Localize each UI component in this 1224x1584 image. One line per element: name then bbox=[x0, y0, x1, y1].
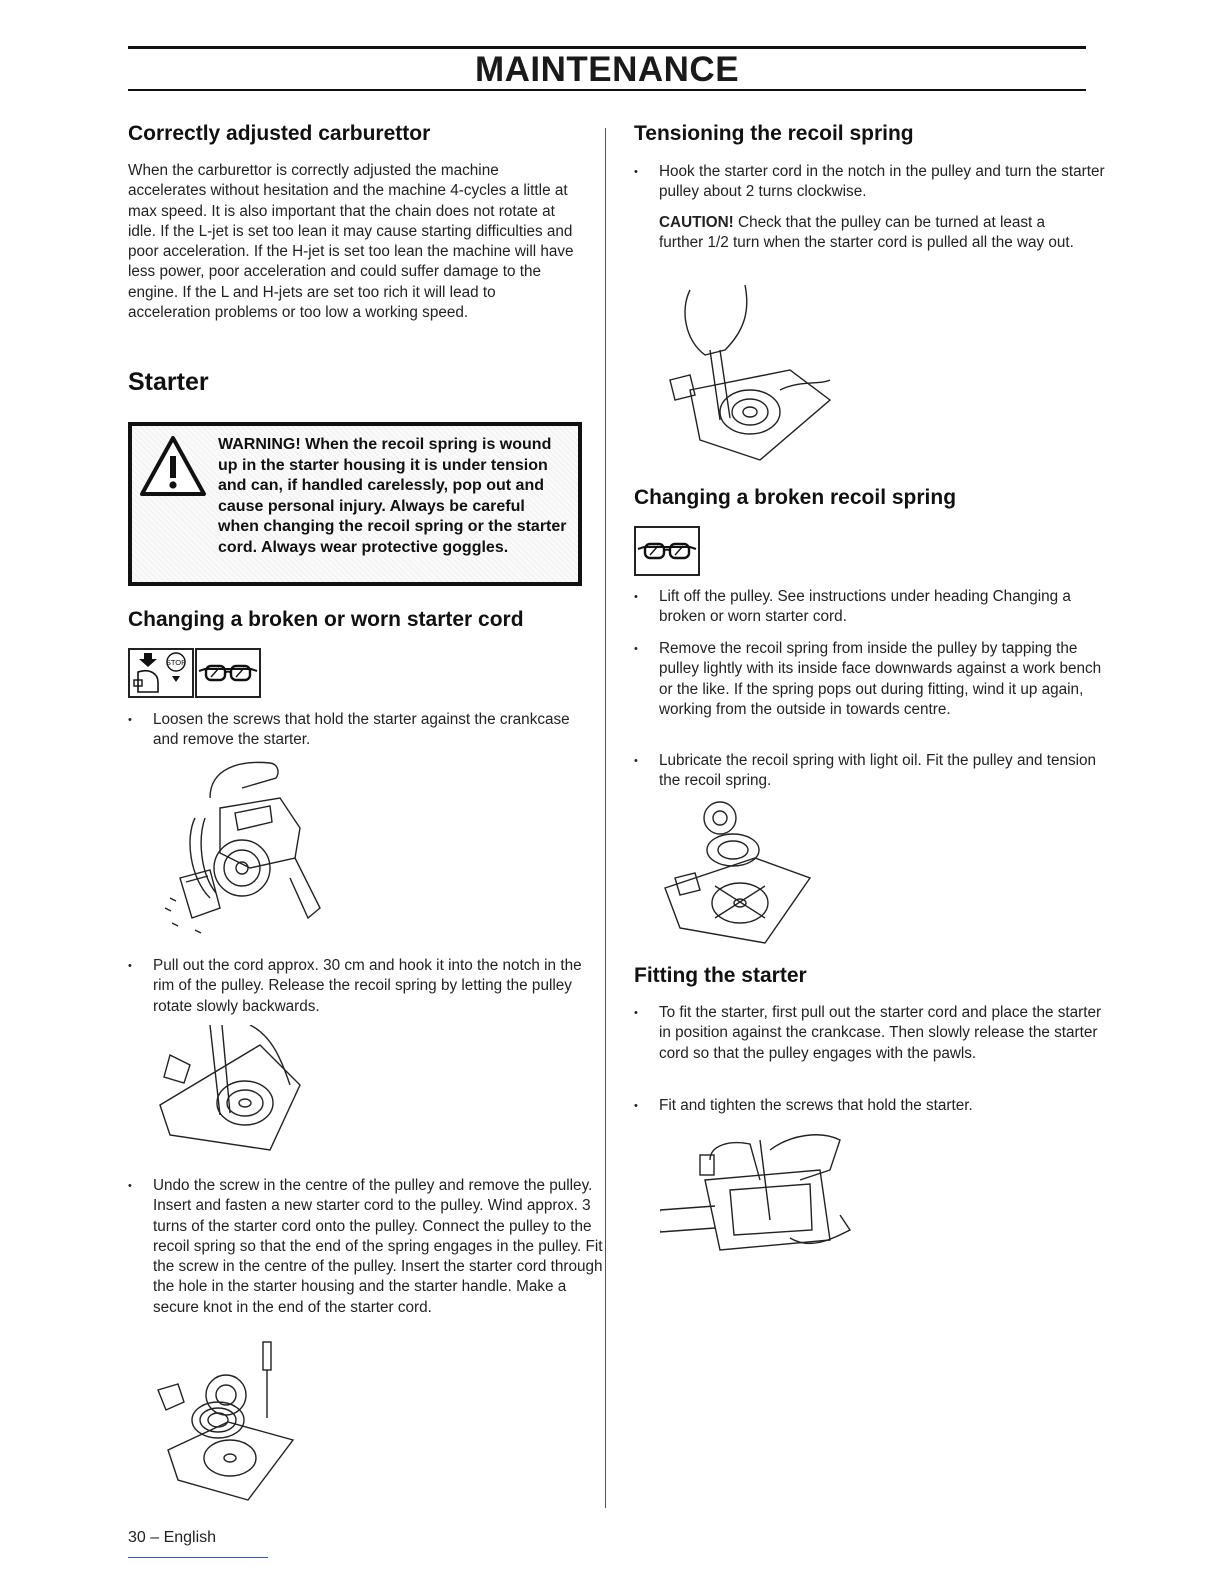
fitting-step-1: • To fit the starter, first pull out the starter cord and place the starter in position against the crankcase. Then slowly release the starter cord so that the pulley engages with the pawls. bbox=[634, 1003, 1111, 1064]
spring-step-1: • Lift off the pulley. See instructions under heading Changing a broken or worn starter cord. bbox=[634, 587, 1079, 628]
footer-underline bbox=[128, 1557, 268, 1558]
caution-note bbox=[659, 213, 1085, 254]
tensioning-heading: Tensioning the recoil spring bbox=[634, 122, 914, 145]
warning-triangle-icon bbox=[138, 434, 208, 498]
page-footer: 30 – English bbox=[128, 1529, 217, 1546]
stop-label: STOP bbox=[165, 658, 187, 667]
column-divider bbox=[605, 128, 606, 1508]
pulley-release-illustration bbox=[150, 1025, 310, 1155]
header-bottom-rule bbox=[128, 89, 1086, 91]
cord-step-3: • Undo the screw in the centre of the pulley and remove the pulley. Insert and fasten a new starter cord to the pulley. Wind approx. 3 turns of the starter cord onto the pulley. Connect the pulley to the recoil spring so that the end of the spring engages in the pulley. Fit the screw in the centre of the pulley. Insert the starter cord through the hole in the starter housing and the starter handle. Make a secure knot in the end of the starter cord. bbox=[128, 1176, 605, 1318]
fitting-heading: Fitting the starter bbox=[634, 964, 807, 987]
carburettor-heading: Correctly adjusted carburettor bbox=[128, 122, 431, 145]
starter-cord-heading: Changing a broken or worn starter cord bbox=[128, 608, 524, 631]
goggles-icon bbox=[634, 526, 700, 576]
goggles-icon bbox=[195, 648, 261, 698]
spring-step-2: • Remove the recoil spring from inside the pulley by tapping the pulley lightly with its inside face downwards against a work bench or the like. If the spring pops out during fitting, wind it up again, working from the outside in towards centre. bbox=[634, 639, 1111, 720]
header-top-rule bbox=[128, 46, 1086, 49]
warning-box bbox=[128, 422, 582, 586]
carburettor-text: When the carburettor is correctly adjusted the machine accelerates without hesitation and the machine 4-cycles a little at max speed. It is also important that the chain does not rotate at idle. If the L-jet is set too lean it may cause starting difficulties and poor acceleration. If the H-jet is set too lean the machine will have less power, poor acceleration and could suffer damage to the engine. If the L and H-jets are set too rich it will lead to acceleration problems or too low a working speed. bbox=[128, 162, 574, 322]
recoil-spring-heading: Changing a broken recoil spring bbox=[634, 486, 957, 509]
pulley-spring-illustration bbox=[148, 1340, 298, 1505]
chainsaw-starter-removal-illustration bbox=[150, 758, 330, 938]
tensioning-illustration bbox=[650, 280, 840, 465]
fitting-starter-illustration bbox=[660, 1120, 855, 1265]
cord-step-2: • Pull out the cord approx. 30 cm and hook it into the notch in the rim of the pulley. Release the recoil spring by letting the pulley rotate slowly backwards. bbox=[128, 956, 603, 1017]
spring-step-3: • Lubricate the recoil spring with light oil. Fit the pulley and tension the recoil spring. bbox=[634, 751, 1111, 792]
caution-label: CAUTION! bbox=[659, 214, 734, 231]
cord-step-1: • Loosen the screws that hold the starter against the crankcase and remove the starter. bbox=[128, 710, 573, 751]
fitting-step-2: • Fit and tighten the screws that hold the starter. bbox=[634, 1096, 1111, 1116]
page-title: MAINTENANCE bbox=[474, 50, 740, 89]
starter-heading: Starter bbox=[128, 368, 209, 396]
engine-stop-icon bbox=[128, 648, 194, 698]
tension-step: • Hook the starter cord in the notch in the pulley and turn the starter pulley about 2 turns clockwise. bbox=[634, 162, 1109, 203]
spring-fitting-illustration bbox=[655, 798, 815, 948]
caution-text: Check that the pulley can be turned at least a further 1/2 turn when the starter cord is pulled all the way out. bbox=[659, 214, 1074, 252]
warning-text: WARNING! When the recoil spring is wound up in the starter housing it is under tension and can, if handled carelessly, pop out and cause personal injury. Always be careful when changing the recoil spring or the starter cord. Always wear protective goggles. bbox=[218, 436, 567, 556]
